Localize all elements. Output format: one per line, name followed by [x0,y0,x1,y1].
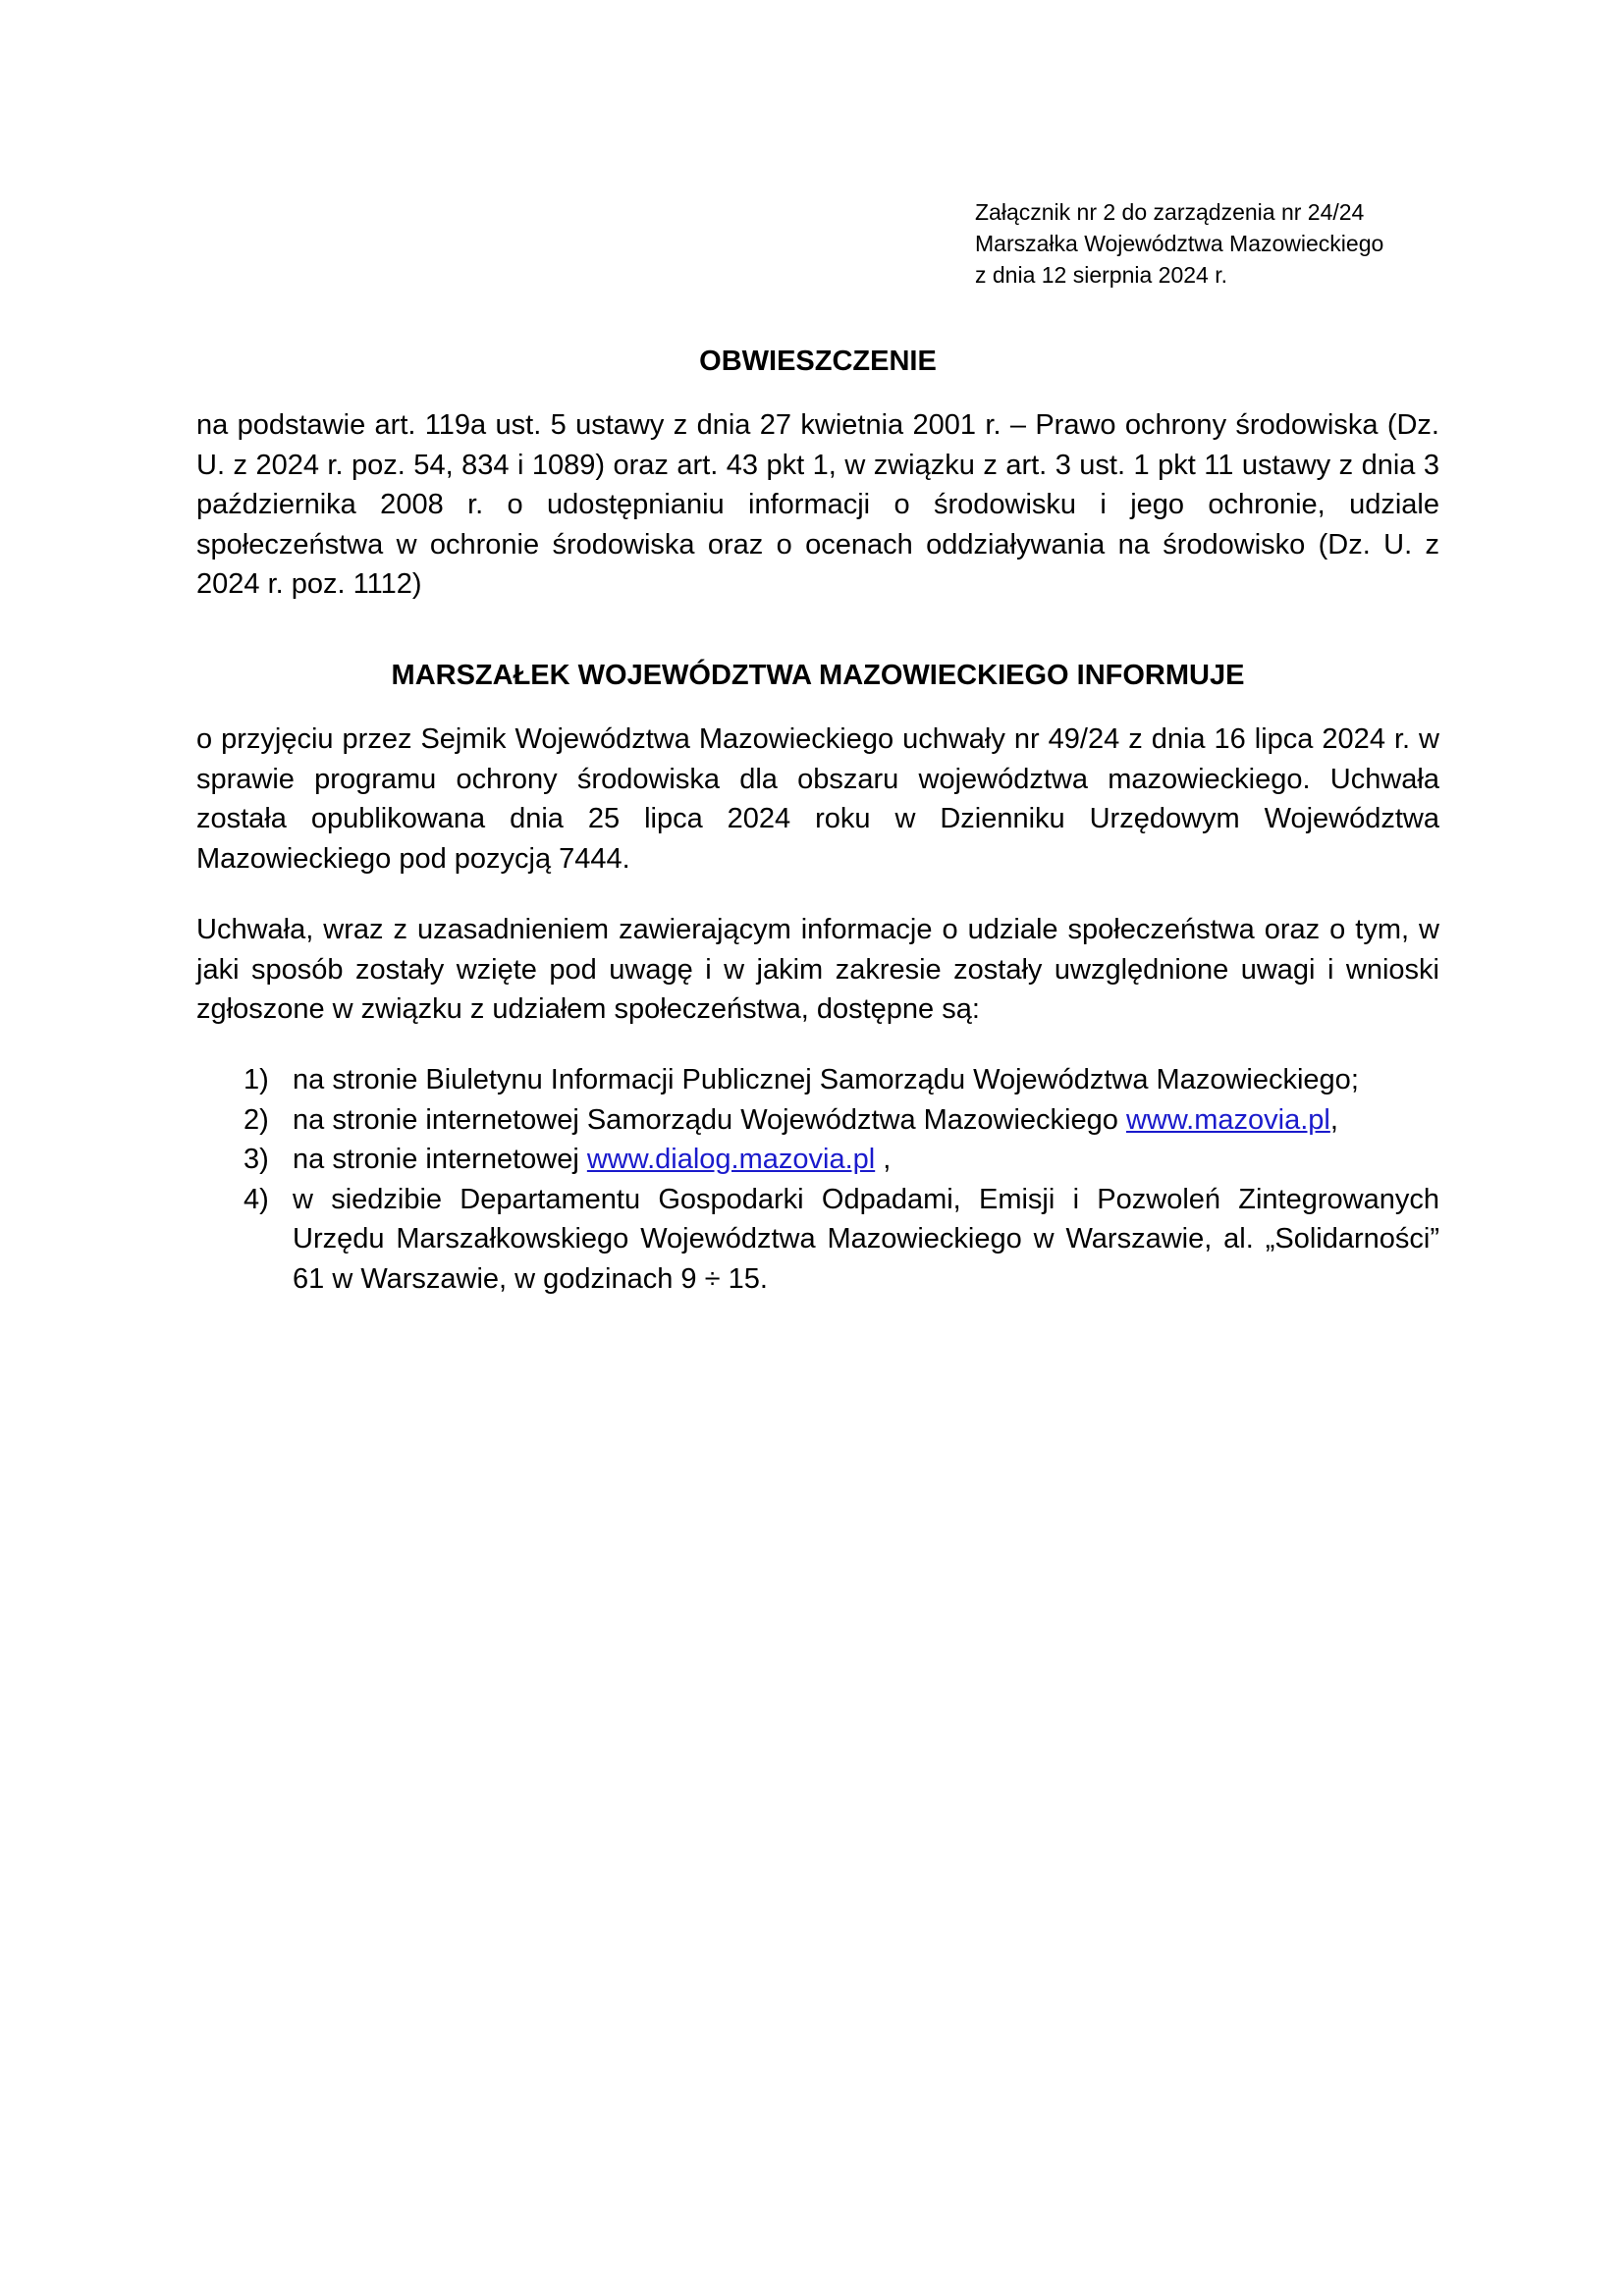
resolution-paragraph: o przyjęciu przez Sejmik Województwa Mazowieckiego uchwały nr 49/24 z dnia 16 lipca 2024 r. w sprawie programu ochrony środowiska dla obszaru województwa mazowieckiego. Uchwała została opublikowana dnia 25 lipca 2024 roku w Dzienniku Urzędowym Województwa Mazowieckiego pod pozycją 7444. [196,723,1439,875]
list-item-number: 4) [244,1183,269,1215]
list-item-suffix: , [1329,1103,1338,1136]
announcement-heading: MARSZAŁEK WOJEWÓDZTWA MAZOWIECKIEGO INFORMUJE [391,660,1245,691]
list-item [196,1140,1439,1180]
list-item-text: na stronie internetowej [293,1144,587,1175]
availability-paragraph: Uchwała, wraz z uzasadnieniem zawierającym informacje o udziale społeczeństwa oraz o tym, w jaki sposób zostały wzięte pod uwagę i w jakim zakresie zostały uwzględnione uwagi i wnioski zgłoszone w związku z udziałem społeczeństwa, dostępne są: [196,914,1439,1025]
list-item-suffix: , [875,1144,892,1175]
list-item-number: 3) [244,1144,269,1175]
availability-list [196,1060,1439,1299]
attachment-line-3: z dnia 12 sierpnia 2024 r. [975,262,1228,288]
attachment-line-2: Marszałka Województwa Mazowieckiego [975,231,1384,256]
dialog-mazovia-link[interactable]: www.dialog.mazovia.pl [586,1144,876,1175]
list-item-text: na stronie internetowej Samorządu Województwa Mazowieckiego [293,1103,1126,1136]
list-item [196,1060,1439,1100]
mazovia-link[interactable]: www.mazovia.pl [1125,1103,1330,1136]
list-item-text: w siedzibie Departamentu Gospodarki Odpadami, Emisji i Pozwoleń Zintegrowanych Urzędu Marszałkowskiego Województwa Mazowieckiego w Warszawie, al. „Solidarności” 61 w Warszawie, w godzinach 9 ÷ 15. [293,1183,1439,1295]
list-item [196,1100,1439,1141]
legal-basis-paragraph: na podstawie art. 119a ust. 5 ustawy z dnia 27 kwietnia 2001 r. – Prawo ochrony środowiska (Dz. U. z 2024 r. poz. 54, 834 i 1089) oraz art. 43 pkt 1, w związku z art. 3 ust. 1 pkt 11 ustawy z dnia 3 października 2008 r. o udostępnianiu informacji o środowisku i jego ochronie, udziale społeczeństwa w ochronie środowiska oraz o ocenach oddziaływania na środowisko (Dz. U. z 2024 r. poz. 1112) [196,409,1439,600]
document-title: OBWIESZCZENIE [699,346,937,377]
list-item-number: 2) [244,1103,269,1136]
attachment-note [975,196,1525,291]
attachment-line-1: Załącznik nr 2 do zarządzenia nr 24/24 [975,199,1365,225]
list-item [196,1180,1439,1300]
list-item-text: na stronie Biuletynu Informacji Publicznej Samorządu Województwa Mazowieckiego; [293,1064,1359,1095]
list-item-number: 1) [244,1064,269,1095]
